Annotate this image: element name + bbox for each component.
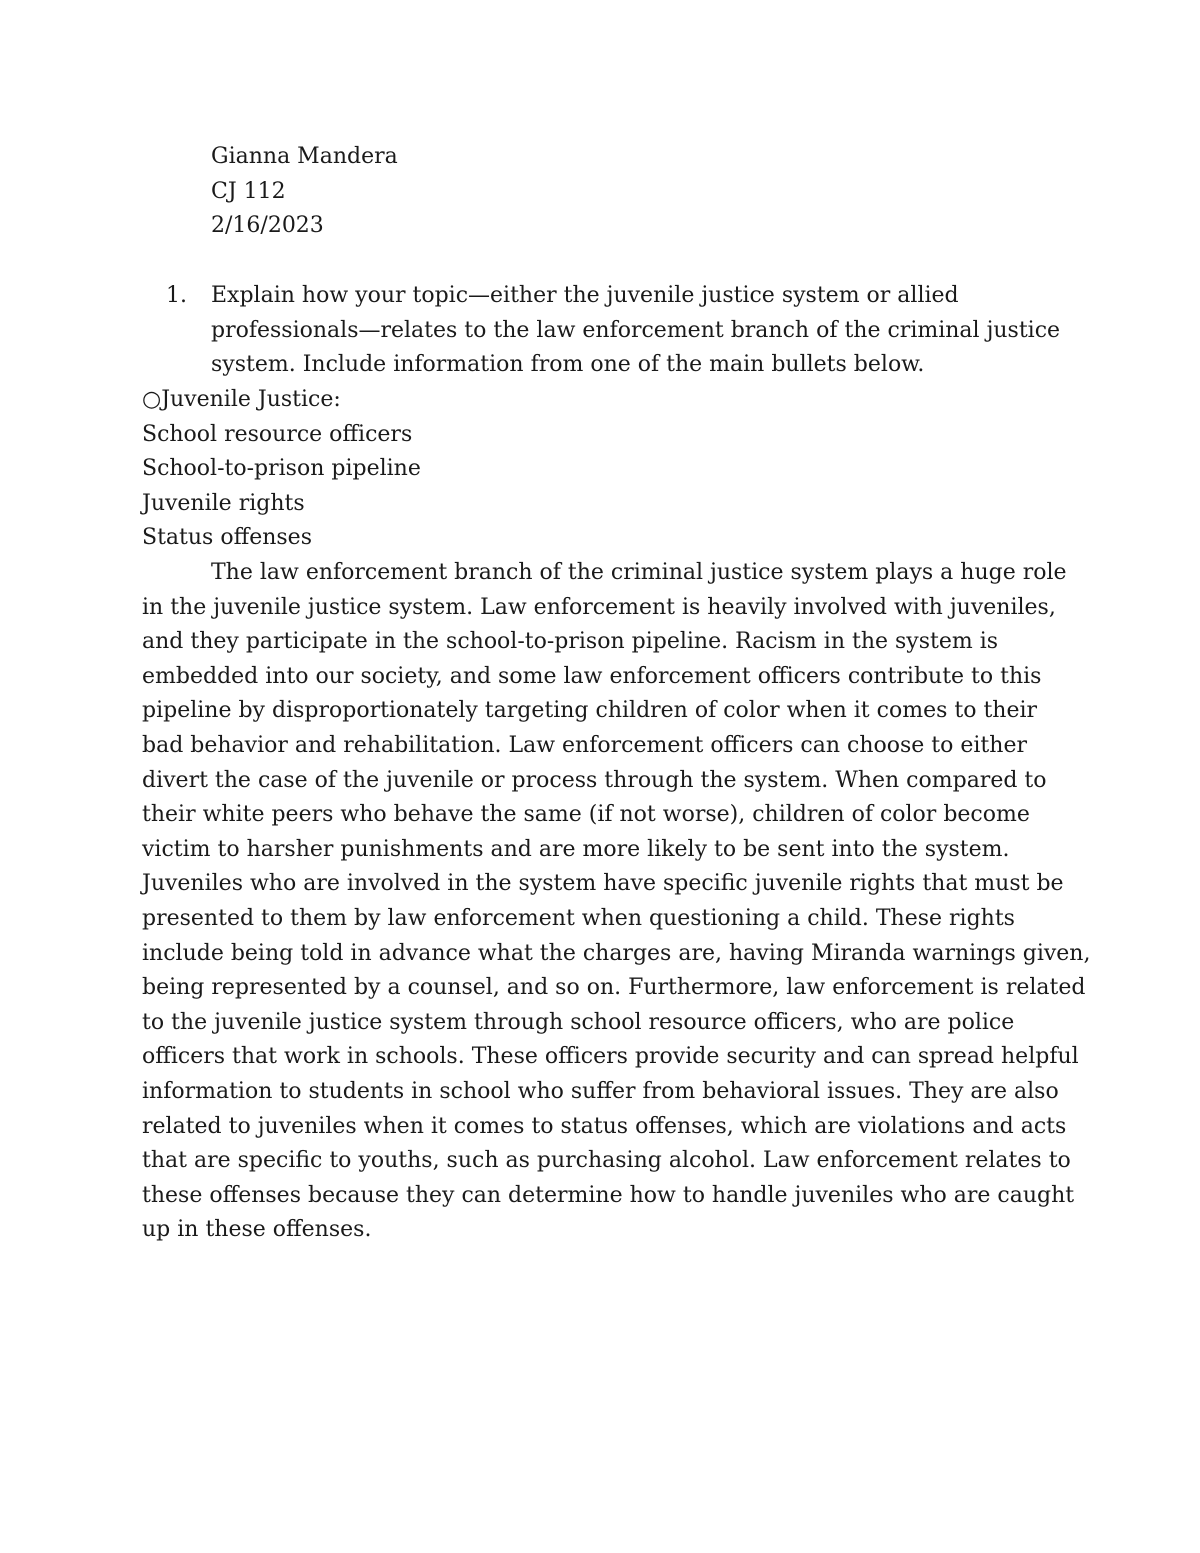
course-code: CJ 112 (211, 178, 286, 204)
answer-line: The law enforcement branch of the criminal justice system plays a huge role (211, 560, 1067, 585)
question-line: system. Include information from one of the main bullets below. (211, 352, 925, 378)
answer-line: being represented by a counsel, and so on. Furthermore, law enforcement is related (142, 975, 1086, 1001)
answer-line: these offenses because they can determine how to handle juveniles who are caught (142, 1182, 1075, 1208)
assignment-date: 2/16/2023 (211, 213, 324, 239)
answer-line: Juveniles who are involved in the system have specific juvenile rights that must be (142, 871, 1064, 897)
answer-line: bad behavior and rehabilitation. Law enforcement officers can choose to either (142, 732, 1027, 758)
document-header (211, 140, 911, 244)
answer-line: in the juvenile justice system. Law enforcement is heavily involved with juveniles, (142, 594, 1056, 620)
answer-line: and they participate in the school-to-prison pipeline. Racism in the system is (142, 629, 999, 655)
answer-line: their white peers who behave the same (if not worse), children of color become (142, 802, 1030, 828)
answer-line: that are specific to youths, such as purchasing alcohol. Law enforcement relates to (142, 1148, 1071, 1174)
answer-line: related to juveniles when it comes to status offenses, which are violations and acts (142, 1113, 1067, 1139)
question-number: 1. (166, 283, 187, 308)
answer-line: embedded into our society, and some law enforcement officers contribute to this (142, 663, 1042, 689)
topic-item: School resource officers (142, 421, 413, 447)
topic-item: Status offenses (142, 525, 312, 551)
answer-line: to the juvenile justice system through school resource officers, who are police (142, 1009, 1015, 1035)
answer-paragraph (142, 556, 1091, 1248)
question-line: Explain how your topic—either the juvenile justice system or allied (211, 283, 959, 308)
answer-line: information to students in school who suffer from behavioral issues. They are also (142, 1078, 1059, 1104)
answer-line: pipeline by disproportionately targeting children of color when it comes to their (142, 698, 1038, 724)
answer-line: presented to them by law enforcement when questioning a child. These rights (142, 905, 1015, 931)
question-text (211, 279, 1066, 383)
topic-item: Juvenile rights (142, 490, 305, 516)
answer-line: victim to harsher punishments and are more likely to be sent into the system. (142, 836, 1010, 862)
answer-line: include being told in advance what the charges are, having Miranda warnings given, (142, 940, 1091, 966)
answer-line: divert the case of the juvenile or process through the system. When compared to (142, 767, 1047, 793)
topic-list (142, 383, 1042, 556)
topic-item: School-to-prison pipeline (142, 456, 421, 482)
student-name: Gianna Mandera (211, 144, 398, 169)
topic-heading: ○Juvenile Justice: (142, 387, 341, 412)
answer-line: officers that work in schools. These officers provide security and can spread helpful (142, 1044, 1079, 1070)
answer-line: up in these offenses. (142, 1217, 372, 1243)
question-line: professionals—relates to the law enforcement branch of the criminal justice (211, 317, 1061, 343)
